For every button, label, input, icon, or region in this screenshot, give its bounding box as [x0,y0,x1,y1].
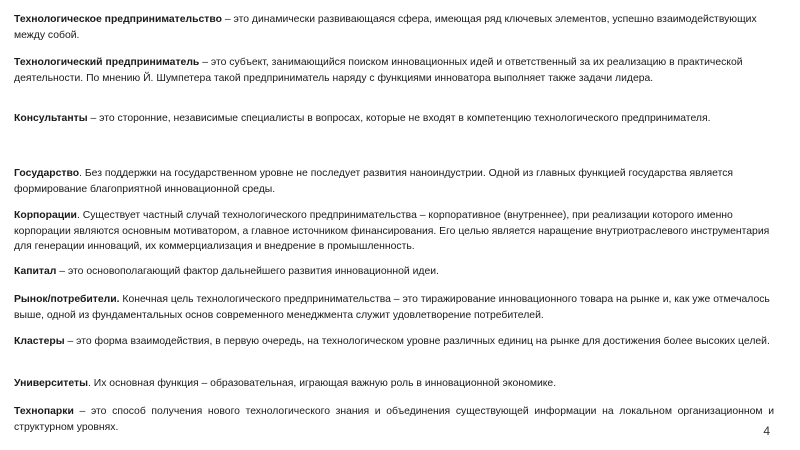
definition-technoparks: – это способ получения нового технологического знания и объединения существующей информации на локальном организационном и структурном уровнях. [14,406,774,433]
paragraph-market [14,292,774,323]
paragraph-tech-entrepreneurship [14,12,774,43]
term-market: Рынок/потребители. [14,294,120,305]
paragraph-clusters [14,334,774,350]
paragraph-technoparks [14,404,774,435]
term-tech-entrepreneur: Технологический предприниматель [14,57,200,68]
paragraph-consultants [14,111,774,127]
term-state: Государство [14,168,80,179]
paragraph-universities [14,376,774,392]
definition-capital: – это основополагающий фактор дальнейшего развития инновационной идеи. [56,266,439,277]
term-technoparks: Технопарки [14,406,74,417]
definition-universities: . Их основная функция – образовательная, играющая важную роль в инновационной экономике. [87,378,557,389]
term-capital: Капитал [14,266,57,277]
paragraph-state [14,166,774,197]
term-corporations: Корпорации [14,210,77,221]
term-consultants: Консультанты [14,113,88,124]
definition-tech-entrepreneurship: – это динамически развивающаяся сфера, имеющая ряд ключевых элементов, успешно взаимодействующих между собой. [14,14,757,41]
definition-consultants: – это сторонние, независимые специалисты в вопросах, которые не входят в компетенцию технологического предпринимателя. [87,113,711,124]
definition-corporations: . Существует частный случай технологического предпринимательства – корпоративное (внутреннее), при реализации которого именно корпорации являются основным мотиватором, а главное источником финансирования. Его целью является наращение внутриотраслевого инструментария для генерации инноваций, их коммерциализация и внедрение в промышленность. [14,210,770,253]
paragraph-corporations [14,208,774,255]
paragraph-capital [14,264,774,280]
definition-tech-entrepreneur: – это субъект, занимающийся поиском инновационных идей и ответственный за их реализацию в практической деятельности. По мнению Й. Шумпетера такой предприниматель наряду с функциями инноватора выполняет также задачи лидера. [14,57,743,84]
definition-market: Конечная цель технологического предпринимательства – это тиражирование инновационного товара на рынке и, как уже отмечалось выше, одной из фундаментальных основ современного менеджмента служит удовлетворение потребителей. [14,294,770,321]
term-universities: Университеты [14,378,88,389]
definition-clusters: – это форма взаимодействия, в первую очередь, на технологическом уровне различных единиц на рынке для достижения более высоких целей. [64,336,770,347]
page-number: 4 [763,424,770,438]
term-tech-entrepreneurship: Технологическое предпринимательство [14,14,222,25]
paragraph-tech-entrepreneur [14,55,774,86]
term-clusters: Кластеры [14,336,65,347]
definition-state: . Без поддержки на государственном уровне не последует развития наноиндустрии. Одной из главных функцией государства является формирование благоприятной инновационной среды. [14,168,734,195]
